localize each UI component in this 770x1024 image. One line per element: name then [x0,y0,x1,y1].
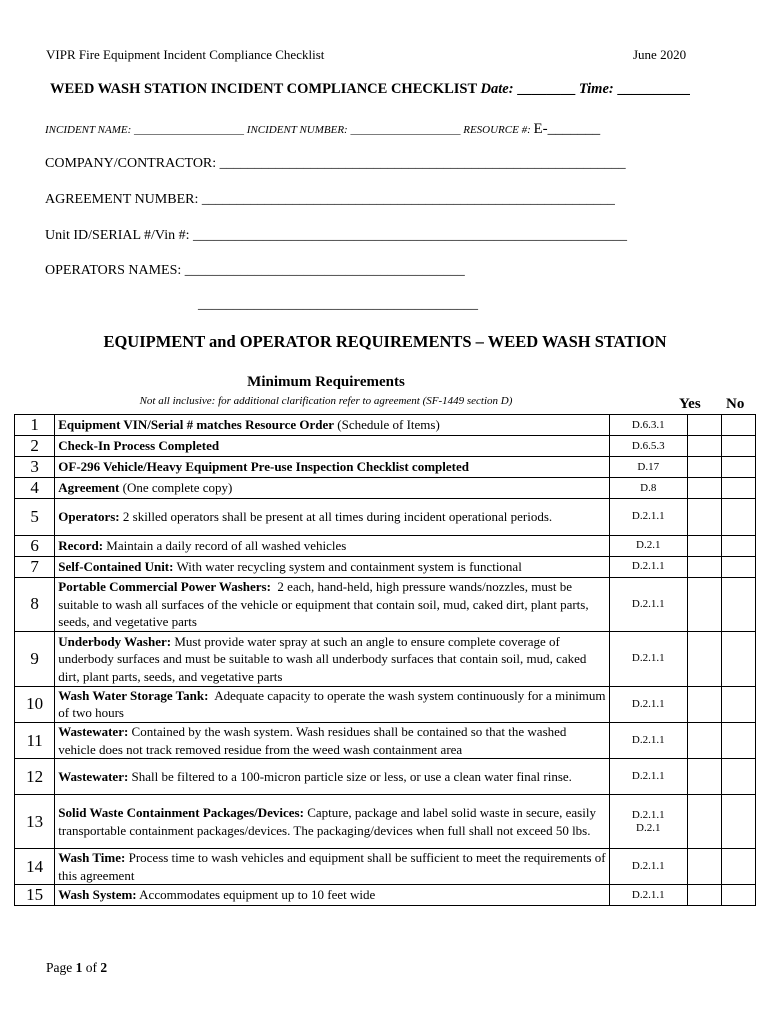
requirement-text: 2 each, hand-held, high pressure wands/nozzles, must be suitable to wash all surfaces of the vehicle or equipment that contain soil, mud, caked dirt, plant parts, seeds, and vegetative parts [58,579,592,629]
company-field[interactable]: COMPANY/CONTRACTOR: __________________________________________________________ [45,156,626,171]
requirement-reference: D.2.1.1 [610,885,688,906]
no-checkbox-cell[interactable] [721,556,755,577]
requirement-text: Maintain a daily record of all washed vehicles [103,537,347,553]
date-label: Date: [480,81,514,97]
requirement-description [55,499,610,536]
requirement-row [15,577,756,632]
resource-field[interactable]: E-_______ [533,121,601,137]
time-label: Time: [578,81,614,97]
requirement-row [15,556,756,577]
yes-checkbox-cell[interactable] [687,535,721,556]
yes-checkbox-cell[interactable] [687,415,721,436]
requirement-title: Self-Contained Unit: [58,558,174,574]
requirement-description [55,795,610,849]
requirement-text: With water recycling system and containment system is functional [173,558,522,574]
no-checkbox-cell[interactable] [721,885,755,906]
no-checkbox-cell[interactable] [721,632,755,687]
footer-current-page: 1 [75,960,83,975]
requirement-title: Operators: [58,509,120,524]
date-field[interactable]: ________ [517,81,576,97]
title-main: WEED WASH STATION INCIDENT COMPLIANCE CHECKLIST [50,81,477,97]
yes-checkbox-cell[interactable] [687,885,721,906]
no-checkbox-cell[interactable] [721,795,755,849]
requirement-row [15,499,756,536]
requirement-title: Equipment VIN/Serial # matches Resource Order [58,417,335,433]
no-checkbox-cell[interactable] [721,415,755,436]
requirement-reference: D.2.1.1 [610,632,688,687]
footer-total-pages: 2 [100,960,108,975]
requirement-text: (One complete copy) [119,480,233,496]
requirement-text: Contained by the wash system. Wash residues shall be contained so that the washed vehicle does not track removed residue from the weed wash containment area [58,724,570,757]
requirement-title: Underbody Washer: [58,633,172,649]
requirement-row [15,723,756,759]
no-checkbox-cell[interactable] [721,686,755,723]
yes-checkbox-cell[interactable] [687,478,721,499]
requirement-description [55,556,610,577]
requirement-row [15,478,756,499]
requirement-text: Must provide water spray at such an angle to ensure complete coverage of underbody surfaces and must be suitable to wash all underbody surfaces that contain soil, mud, caked dirt, plant parts, seeds, and vegetative parts [58,633,590,684]
requirement-description [55,415,610,436]
yes-checkbox-cell[interactable] [687,556,721,577]
footer-page-label: Page [46,960,73,975]
requirement-text: Adequate capacity to operate the wash system continuously for a minimum of two hours [58,687,609,721]
unit-id-field[interactable]: Unit ID/SERIAL #/Vin #: ______________________________________________________________ [45,228,627,243]
no-checkbox-cell[interactable] [721,535,755,556]
requirement-row [15,759,756,795]
no-checkbox-cell[interactable] [721,723,755,759]
requirement-title: OF-296 Vehicle/Heavy Equipment Pre-use Inspection Checklist completed [58,459,469,475]
no-column-header: No [726,396,745,412]
page-footer [46,960,107,976]
requirement-row [15,632,756,687]
no-checkbox-cell[interactable] [721,849,755,885]
requirement-description [55,885,610,906]
requirement-title: Record: [58,537,104,553]
requirement-title: Check-In Process Completed [58,438,220,454]
requirement-description [55,686,610,723]
requirement-number: 10 [15,686,55,723]
incident-line [45,121,600,138]
no-checkbox-cell[interactable] [721,457,755,478]
requirement-reference: D.2.1.1 [610,686,688,723]
requirement-number: 12 [15,759,55,795]
requirement-number: 8 [15,577,55,632]
requirement-row [15,849,756,885]
requirement-text: 2 skilled operators shall be present at all times during incident operational periods. [119,509,553,524]
yes-checkbox-cell[interactable] [687,499,721,536]
requirement-text: Shall be filtered to a 100-micron particle size or less, or use a clean water final rinse. [128,768,572,784]
time-field[interactable]: __________ [617,81,690,97]
requirement-number: 6 [15,535,55,556]
requirement-number: 15 [15,885,55,906]
yes-checkbox-cell[interactable] [687,759,721,795]
requirement-row [15,436,756,457]
yes-checkbox-cell[interactable] [687,577,721,632]
requirement-title: Solid Waste Containment Packages/Devices: [58,805,304,820]
requirement-reference: D.8 [610,478,688,499]
requirement-text: Accommodates equipment up to 10 feet wide [136,887,376,903]
requirement-number: 11 [15,723,55,759]
yes-checkbox-cell[interactable] [687,632,721,687]
requirement-reference: D.2.1.1 [610,556,688,577]
incident-name-field[interactable]: ____________________ [134,124,245,136]
no-checkbox-cell[interactable] [721,436,755,457]
incident-number-field[interactable]: ____________________ [350,124,461,136]
operators-field-continued[interactable]: ________________________________________ [198,297,478,312]
requirement-text: (Schedule of Items) [334,417,440,433]
requirement-number: 1 [15,415,55,436]
yes-checkbox-cell[interactable] [687,686,721,723]
requirement-reference: D.6.5.3 [610,436,688,457]
requirement-description [55,849,610,885]
requirement-description [55,723,610,759]
resource-label: RESOURCE #: [463,124,531,136]
requirement-row [15,535,756,556]
requirement-description [55,759,610,795]
requirement-row [15,795,756,849]
requirement-reference: D.2.1.1 [610,723,688,759]
incident-number-label: INCIDENT NUMBER: [246,124,348,136]
header-date: June 2020 [633,47,687,62]
yes-column-header: Yes [679,396,701,412]
requirement-number: 5 [15,499,55,536]
requirement-number: 3 [15,457,55,478]
requirement-description [55,478,610,499]
requirements-table [14,414,756,906]
requirement-number: 2 [15,436,55,457]
no-checkbox-cell[interactable] [721,499,755,536]
incident-name-label: INCIDENT NAME: [45,124,132,136]
requirement-number: 4 [15,478,55,499]
no-checkbox-cell[interactable] [721,577,755,632]
yes-checkbox-cell[interactable] [687,457,721,478]
yes-checkbox-cell[interactable] [687,723,721,759]
requirement-description [55,457,610,478]
header-title: VIPR Fire Equipment Incident Compliance Checklist [46,47,325,62]
requirement-reference: D.2.1.1 [610,759,688,795]
requirement-description [55,436,610,457]
requirement-title: Wash System: [58,887,137,903]
requirement-title: Wash Water Storage Tank: [58,687,209,703]
minimum-requirements-heading: Minimum Requirements [247,374,405,390]
yes-checkbox-cell[interactable] [687,795,721,849]
agreement-note: Not all inclusive: for additional clarification refer to agreement (SF-1449 section D) [139,395,513,407]
requirement-reference: D.2.1.1 [610,577,688,632]
yes-checkbox-cell[interactable] [687,849,721,885]
document-title [50,81,690,98]
requirement-reference: D.17 [610,457,688,478]
footer-of: of [85,960,97,975]
requirement-number: 9 [15,632,55,687]
requirement-row [15,885,756,906]
requirement-reference: D.2.1 [610,535,688,556]
operators-field[interactable]: OPERATORS NAMES: ________________________________________ [45,263,465,278]
no-checkbox-cell[interactable] [721,759,755,795]
yes-checkbox-cell[interactable] [687,436,721,457]
requirement-row [15,686,756,723]
requirement-title: Wash Time: [58,850,126,865]
requirement-title: Wastewater: [58,768,129,784]
agreement-field[interactable]: AGREEMENT NUMBER: ___________________________________________________________ [45,192,615,207]
requirement-reference: D.2.1.1 D.2.1 [610,795,688,849]
requirement-reference: D.2.1.1 [610,849,688,885]
requirement-description [55,577,610,632]
requirement-title: Agreement [58,480,120,496]
no-checkbox-cell[interactable] [721,478,755,499]
requirement-number: 14 [15,849,55,885]
section-title: EQUIPMENT and OPERATOR REQUIREMENTS – WEED WASH STATION [103,332,667,351]
requirement-title: Wastewater: [58,724,129,739]
requirement-reference: D.2.1.1 [610,499,688,536]
requirement-title: Portable Commercial Power Washers: [58,579,271,594]
requirement-number: 13 [15,795,55,849]
requirement-description [55,632,610,687]
requirement-text: Process time to wash vehicles and equipment shall be sufficient to meet the requirements of this agreement [58,850,609,883]
requirement-reference: D.6.3.1 [610,415,688,436]
requirement-row [15,457,756,478]
requirement-number: 7 [15,556,55,577]
requirement-description [55,535,610,556]
requirement-row [15,415,756,436]
requirement-text: Capture, package and label solid waste in secure, easily transportable containment packages/devices. The packaging/devices when full shall not exceed 50 lbs. [58,805,600,838]
